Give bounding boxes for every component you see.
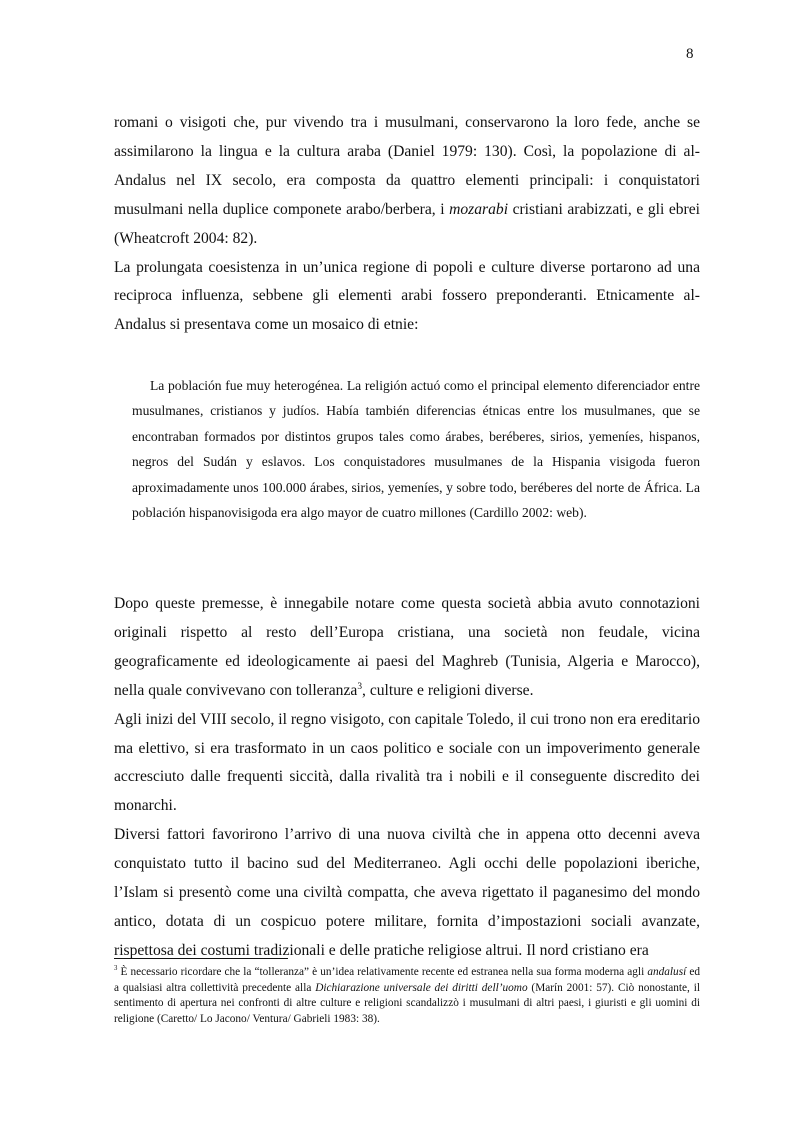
paragraph	[114, 109, 700, 254]
footnote	[114, 965, 700, 1027]
paragraph: Diversi fattori favorirono l’arrivo di una nuova civiltà che in appena otto decenni aveva conquistato tutto il bacino sud del Mediterraneo. Agli occhi delle popolazioni iberiche, l’Islam si presentò come una civiltà compatta, che aveva rigettato il paganesimo del mondo antico, dotata di un cospicuo potere militare, fornita d’impostazioni sociali avanzate, rispettosa dei costumi tradizionali e delle pratiche religiose altrui. Il nord cristiano era	[114, 826, 700, 959]
emphasis-mozarabi: mozarabi	[449, 200, 509, 218]
paragraph: La prolungata coesistenza in un’unica regione di popoli e culture diverse portarono ad una reciproca influenza, sebbene gli elementi arabi fossero preponderanti. Etnicamente al-Andalus si presentava come un mosaico di etnie:	[114, 258, 700, 334]
footnote-marker: 3	[114, 965, 118, 973]
block-quote	[132, 373, 700, 525]
text-run: romani o visigoti che, pur vivendo tra i musulmani, conservarono la loro fede, anche se assimilarono la lingua e la cultura araba (Daniel 1979: 130). Così, la popolazione di al-Andalus nel IX secolo, era composta da quattro elementi principali: i conquistatori musulmani nella duplice componete arabo/berbera, i	[114, 114, 700, 218]
text-run: È necessario ricordare che la “tolleranza” è un’idea relativamente recente ed estranea nella sua forma moderna agli	[117, 966, 648, 978]
page-number: 8	[686, 46, 694, 62]
paragraph: Agli inizi del VIII secolo, il regno visigoto, con capitale Toledo, il cui trono non era ereditario ma elettivo, si era trasformato in un caos politico e sociale con un impoverimento generale accresciuto dalle frequenti siccità, dalla rivalità tra i nobili e il conseguente discredito dei monarchi.	[114, 710, 700, 815]
text-run: (Marín 2001: 57). Ciò nonostante, il sentimento di apertura nei confronti di altre culture e religioni scandalizzò i musulmani di altri paesi, i giuristi e gli uomini di religione (Caretto/ Lo Jacono/ Ventura/ Gabrieli 1983: 38).	[114, 981, 700, 1025]
text-run: Dopo queste premesse, è innegabile notare come questa società abbia avuto connotazioni originali rispetto al resto dell’Europa cristiana, una società non feudale, vicina geograficamente ed ideologicamente ai paesi del Maghreb (Tunisia, Algeria e Marocco), nella quale convivevano con tolleranza	[114, 595, 700, 699]
body-text-main	[114, 590, 700, 966]
text-run: ed a qualsiasi altra collettività precedente alla	[114, 966, 700, 994]
text-run: cristiani arabizzati, e gli ebrei (Wheatcroft 2004: 82).	[114, 200, 701, 247]
text-run: , culture e religioni diverse.	[362, 681, 534, 699]
quote-paragraph: La población fue muy heterogénea. La religión actuó como el principal elemento diferenciador entre musulmanes, cristianos y judíos. Había también diferencias étnicas entre los musulmanes, que se encontraban formados por distintos grupos tales como árabes, beréberes, sirios, yemeníes, hispanos, negros del Sudán y eslavos. Los conquistadores musulmanes de la Hispania visigoda fueron aproximadamente unos 100.000 árabes, sirios, yemeníes, y sobre todo, beréberes del norte de África. La población hispanovisigoda era algo mayor de cuatro millones (Cardillo 2002: web).	[132, 378, 700, 521]
footnote-reference[interactable]: 3	[357, 681, 363, 692]
footnote-paragraph	[114, 965, 700, 1027]
body-text-intro	[114, 109, 700, 340]
paragraph	[114, 590, 700, 706]
emphasis-dichiarazione: Dichiarazione universale dei diritti dell’uomo	[315, 981, 528, 994]
emphasis-andalusi: andalusí	[647, 966, 687, 978]
footnote-separator	[114, 958, 288, 959]
